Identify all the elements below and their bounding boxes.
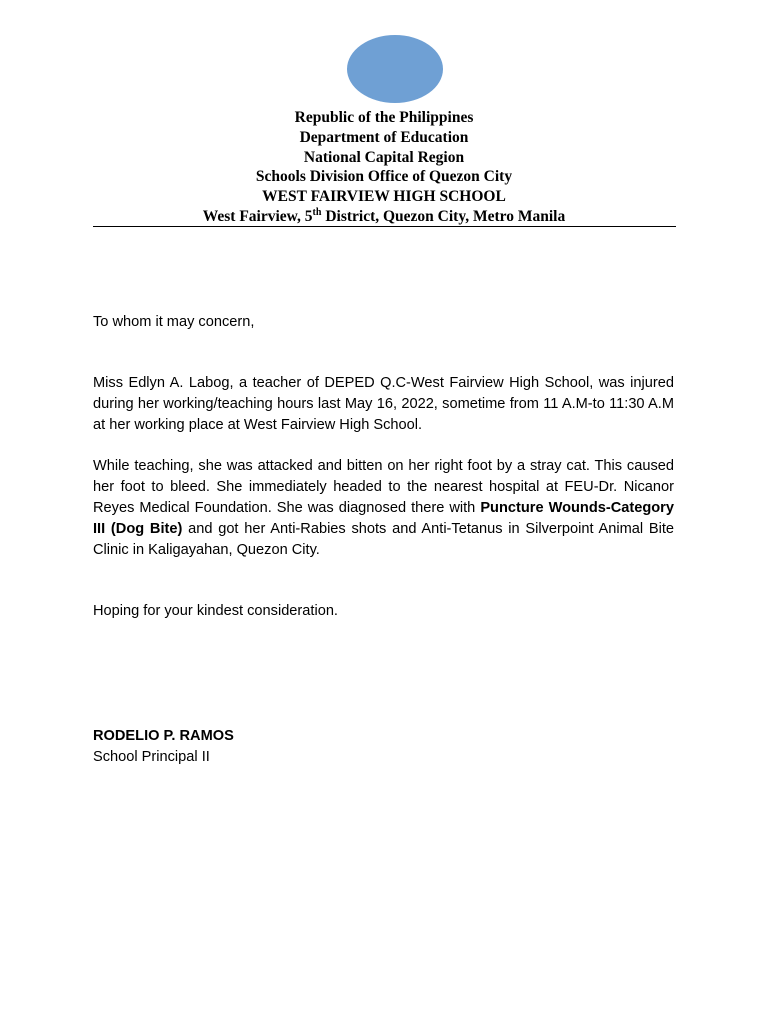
signatory-title: School Principal II [93,749,210,765]
paragraph-incident: Miss Edlyn A. Labog, a teacher of DEPED Q.C-West Fairview High School, was injured during her working/teaching hours last May 16, 2022, sometime from 11 A.M-to 11:30 A.M at her working place at West Fairview High School. [93,375,674,433]
letterhead-department: Department of Education [299,128,469,146]
letterhead-country: Republic of the Philippines [294,109,474,126]
salutation: To whom it may concern, [93,314,255,330]
header-divider [93,226,676,227]
school-seal-icon [347,35,443,103]
signatory-name: RODELIO P. RAMOS [93,728,234,744]
letterhead [93,108,675,227]
letterhead-school-name: WEST FAIRVIEW HIGH SCHOOL [262,188,506,206]
diagnosis-text: Puncture Wounds-Category III (Dog Bite) [93,500,674,537]
letterhead-division: Schools Division Office of Quezon City [255,168,513,186]
letterhead-address: West Fairview, 5th District, Quezon City, Metro Manila [202,206,566,225]
closing-line: Hoping for your kindest consideration. [93,603,338,619]
letterhead-region: National Capital Region [303,148,465,166]
paragraph-details: While teaching, she was attacked and bitten on her right foot by a stray cat. This caused her foot to bleed. She immediately headed to the nearest hospital at FEU-Dr. Nicanor Reyes Medical Foundation. She was diagnosed there with Puncture Wounds-Category III (Dog Bite) and got her Anti-Rabies shots and Anti-Tetanus in Silverpoint Animal Bite Clinic in Kaligayahan, Quezon City. [93,458,675,558]
